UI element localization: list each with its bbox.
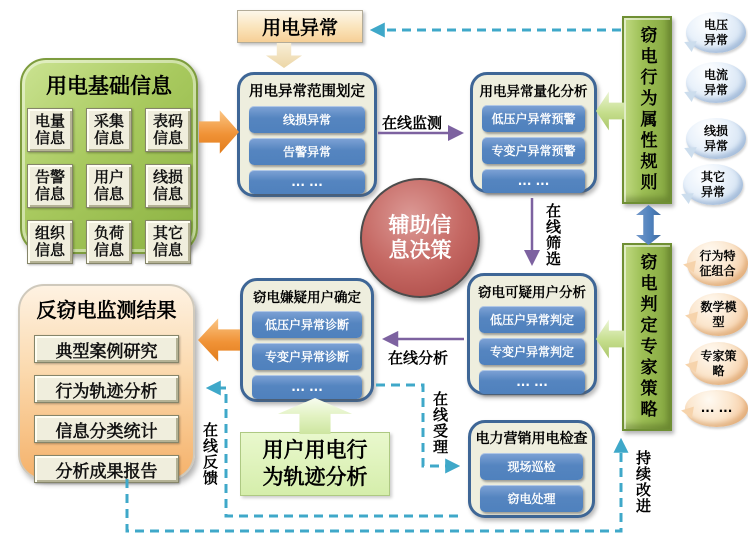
result-title: 反窃电监测结果 <box>36 298 177 322</box>
rule-bar: 窃电行为属性规则 <box>622 16 672 204</box>
result-item: 典型案例研究 <box>34 335 179 363</box>
result-item: 行为轨迹分析 <box>34 375 179 403</box>
basic-info-item: 组织信息 <box>27 220 73 264</box>
suspicious-title: 窃电可疑用户分析 <box>478 285 586 301</box>
suspect-item: ... ... <box>252 375 362 399</box>
suspicious-item: 专变户异常判定 <box>479 338 585 365</box>
suspect-item: 专变户异常诊断 <box>252 343 362 370</box>
panel-suspicious-analysis <box>467 273 597 395</box>
basic-info-item: 电量信息 <box>27 108 73 152</box>
basic-info-item: 表码信息 <box>145 108 191 152</box>
basic-info-item: 用户信息 <box>86 164 132 208</box>
suspect-title: 窃电嫌疑用户确定 <box>253 290 361 306</box>
suspicious-item: 低压户异常判定 <box>479 306 585 333</box>
strategy-bubble: ... ... <box>685 390 748 427</box>
scope-item: 线损异常 <box>249 106 365 133</box>
rule-bubble: 其它异常 <box>683 164 743 205</box>
inspection-title: 电力营销用电检查 <box>475 431 588 447</box>
basic-info-grid <box>22 108 196 264</box>
basic-info-item: 线损信息 <box>145 164 191 208</box>
left-arrow-icon <box>596 318 624 360</box>
quant-title: 用电异常量化分析 <box>479 84 588 100</box>
flow-label-filter: 在线筛选 <box>544 203 562 267</box>
quant-item: 低压户异常预警 <box>482 105 585 132</box>
flow-label-monitor: 在线监测 <box>382 114 443 132</box>
anomaly-banner: 用电异常 <box>237 10 363 43</box>
suspicious-item: ... ... <box>479 370 585 394</box>
left-arrow-icon <box>198 317 240 363</box>
panel-behavior-trajectory: 用户用电行为轨迹分析 <box>240 432 390 496</box>
rule-bubble: 线损异常 <box>686 118 746 159</box>
panel-marketing-inspection <box>468 420 595 518</box>
strategy-bubble: 数学模型 <box>689 293 748 336</box>
result-item: 分析成果报告 <box>34 455 179 483</box>
double-arrow-icon <box>636 205 661 245</box>
flow-label-feedback: 在线反馈 <box>201 422 219 486</box>
result-item: 信息分类统计 <box>34 415 179 443</box>
basic-info-item: 其它信息 <box>145 220 191 264</box>
scope-item: 告警异常 <box>249 138 365 165</box>
decision-ellipse: 辅助信息决策 <box>360 178 480 298</box>
strategy-bar: 窃电判定专家策略 <box>622 243 672 431</box>
suspect-item: 低压户异常诊断 <box>252 311 362 338</box>
panel-anomaly-quant <box>470 72 597 193</box>
strategy-bubble: 行为特征组合 <box>687 241 748 286</box>
strategy-bubble: 专家策略 <box>689 342 748 385</box>
panel-monitor-results <box>18 284 195 480</box>
rule-bubble: 电流异常 <box>686 62 746 103</box>
down-arrow-icon <box>266 43 302 68</box>
basic-info-item: 告警信息 <box>27 164 73 208</box>
flow-label-analyze: 在线分析 <box>388 349 449 367</box>
basic-info-item: 采集信息 <box>86 108 132 152</box>
quant-item: 专变户异常预警 <box>482 137 585 164</box>
flow-label-improve: 持续改进 <box>634 450 652 514</box>
flow-label-accept: 在线受理 <box>431 391 449 455</box>
basic-info-item: 负荷信息 <box>86 220 132 264</box>
panel-anomaly-scope <box>237 72 377 197</box>
scope-item: ... ... <box>249 170 365 194</box>
panel-suspect-confirm <box>240 278 374 402</box>
panel-basic-info <box>20 58 198 259</box>
left-arrow-icon <box>596 90 624 132</box>
inspection-item: 现场巡检 <box>480 453 583 480</box>
right-arrow-icon <box>199 109 239 155</box>
inspection-item: 窃电处理 <box>480 485 583 512</box>
rule-bubble: 电压异常 <box>686 12 746 53</box>
basic-info-title: 用电基础信息 <box>46 74 172 98</box>
up-arrow-icon <box>278 398 352 434</box>
quant-item: ... ... <box>482 169 585 193</box>
scope-title: 用电异常范围划定 <box>249 84 365 100</box>
